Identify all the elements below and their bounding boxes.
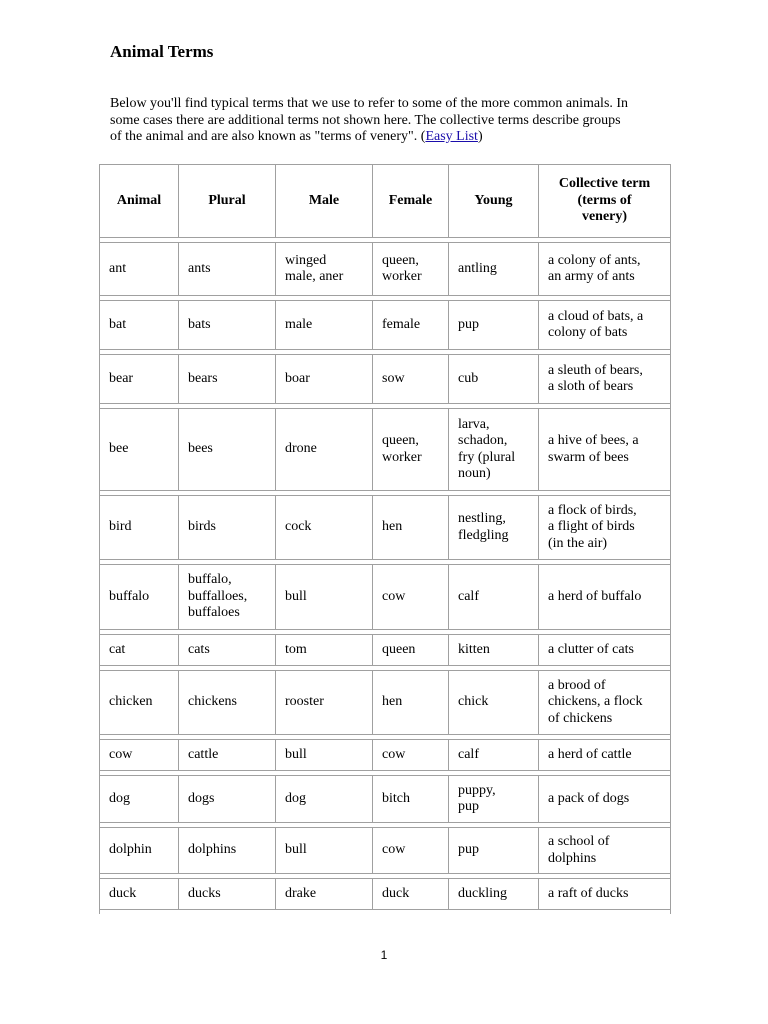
cell-collective-term xyxy=(539,635,670,665)
cell-animal xyxy=(100,409,179,490)
cell-text: drake xyxy=(285,885,317,901)
animal-terms-table xyxy=(99,164,671,914)
cell-text: a pack of dogs xyxy=(548,790,630,806)
cell-text: antling xyxy=(458,260,497,276)
cell-male xyxy=(276,671,373,734)
cell-text: a flock of birds, a flight of birds (in the air) xyxy=(548,502,637,551)
cell-plural xyxy=(179,635,276,665)
cell-male xyxy=(276,409,373,490)
cell-female xyxy=(373,671,449,734)
cell-text: bird xyxy=(109,519,132,535)
cell-female xyxy=(373,879,449,909)
cell-text: ducks xyxy=(188,885,221,901)
cell-text: cow xyxy=(382,588,406,604)
cell-plural xyxy=(179,355,276,403)
table-row xyxy=(100,740,670,770)
cell-text: cattle xyxy=(188,746,219,762)
cell-text: buffalo, buffalloes, buffaloes xyxy=(188,572,248,621)
cell-text: duck xyxy=(382,885,410,901)
cell-text: cow xyxy=(382,842,406,858)
cell-collective-term xyxy=(539,243,670,295)
cell-text: drone xyxy=(285,441,317,457)
cell-collective-term xyxy=(539,776,670,822)
cell-text: female xyxy=(382,316,421,332)
cell-text: boar xyxy=(285,370,310,386)
cell-text: duck xyxy=(109,885,137,901)
cell-female xyxy=(373,355,449,403)
table-row xyxy=(100,409,670,490)
header-female: Female xyxy=(373,165,449,237)
cell-text: hen xyxy=(382,519,403,535)
cell-text: cock xyxy=(285,519,312,535)
cell-plural xyxy=(179,671,276,734)
cell-text: a colony of ants, an army of ants xyxy=(548,252,641,284)
cell-text: bitch xyxy=(382,790,410,806)
cell-text: bull xyxy=(285,588,307,604)
cell-text: duckling xyxy=(458,885,507,901)
cell-text: bat xyxy=(109,316,127,332)
row-separator-cell xyxy=(100,909,670,914)
cell-female xyxy=(373,740,449,770)
cell-male xyxy=(276,828,373,873)
cell-male xyxy=(276,496,373,559)
header-male: Male xyxy=(276,165,373,237)
table-body xyxy=(100,165,670,914)
cell-collective-term xyxy=(539,879,670,909)
cell-text: a brood of chickens, a flock of chickens xyxy=(548,677,643,726)
cell-animal xyxy=(100,301,179,349)
table-row xyxy=(100,776,670,822)
cell-text: ant xyxy=(109,260,127,276)
table-header-row xyxy=(100,165,670,237)
page-number: 1 xyxy=(380,948,388,962)
cell-collective-term xyxy=(539,496,670,559)
table-row xyxy=(100,671,670,734)
intro-text-end: ) xyxy=(477,129,483,144)
cell-text: bull xyxy=(285,842,307,858)
cell-male xyxy=(276,635,373,665)
cell-text: cat xyxy=(109,641,126,657)
cell-animal xyxy=(100,828,179,873)
cell-female xyxy=(373,243,449,295)
cell-male xyxy=(276,301,373,349)
cell-female xyxy=(373,776,449,822)
cell-female xyxy=(373,301,449,349)
cell-text: bears xyxy=(188,370,218,386)
intro-text: Below you'll find typical terms that we use to refer to some of the more common animals. In some cases there are additional terms not shown here. The collective terms describe groups of the animal and are also known as "terms of venery". ( xyxy=(110,96,629,144)
cell-text: queen xyxy=(382,641,416,657)
cell-text: bees xyxy=(188,441,213,457)
cell-animal xyxy=(100,496,179,559)
row-separator xyxy=(100,909,670,914)
cell-text: chick xyxy=(458,694,489,710)
cell-male xyxy=(276,740,373,770)
cell-text: calf xyxy=(458,588,479,604)
cell-text: a hive of bees, a swarm of bees xyxy=(548,433,639,465)
cell-animal xyxy=(100,355,179,403)
cell-text: bear xyxy=(109,370,134,386)
cell-male xyxy=(276,879,373,909)
cell-young xyxy=(449,879,539,909)
cell-female xyxy=(373,565,449,629)
cell-text: dog xyxy=(285,790,306,806)
table-row xyxy=(100,355,670,403)
cell-young xyxy=(449,671,539,734)
cell-animal xyxy=(100,565,179,629)
cell-male xyxy=(276,565,373,629)
cell-text: puppy, pup xyxy=(458,782,496,814)
table-row xyxy=(100,301,670,349)
cell-animal xyxy=(100,740,179,770)
table-row xyxy=(100,565,670,629)
cell-text: rooster xyxy=(285,694,324,710)
cell-animal xyxy=(100,635,179,665)
cell-text: winged male, aner xyxy=(285,252,344,284)
cell-young xyxy=(449,243,539,295)
cell-text: bats xyxy=(188,316,211,332)
cell-text: queen, worker xyxy=(382,433,422,465)
cell-collective-term xyxy=(539,565,670,629)
cell-text: bull xyxy=(285,746,307,762)
cell-text: a herd of buffalo xyxy=(548,588,642,604)
cell-text: a herd of cattle xyxy=(548,746,632,762)
cell-text: sow xyxy=(382,370,405,386)
cell-text: a school of dolphins xyxy=(548,834,610,866)
cell-text: a cloud of bats, a colony of bats xyxy=(548,308,644,340)
cell-text: nestling, fledgling xyxy=(458,511,509,543)
cell-text: buffalo xyxy=(109,588,150,604)
cell-plural xyxy=(179,496,276,559)
cell-text: ants xyxy=(188,260,211,276)
cell-young xyxy=(449,776,539,822)
header-animal: Animal xyxy=(100,165,179,237)
cell-plural xyxy=(179,243,276,295)
cell-young xyxy=(449,740,539,770)
cell-text: cow xyxy=(109,746,133,762)
cell-text: kitten xyxy=(458,641,490,657)
cell-text: queen, worker xyxy=(382,252,422,284)
cell-animal xyxy=(100,671,179,734)
cell-young xyxy=(449,301,539,349)
table-row xyxy=(100,635,670,665)
cell-text: a clutter of cats xyxy=(548,641,634,657)
cell-text: chickens xyxy=(188,694,237,710)
cell-young xyxy=(449,355,539,403)
page-title: Animal Terms xyxy=(110,42,214,61)
cell-female xyxy=(373,828,449,873)
cell-text: chicken xyxy=(109,694,153,710)
cell-male xyxy=(276,243,373,295)
intro-paragraph xyxy=(110,96,630,146)
header-young: Young xyxy=(449,165,539,237)
cell-text: dogs xyxy=(188,790,215,806)
cell-text: dog xyxy=(109,790,130,806)
cell-collective-term xyxy=(539,740,670,770)
cell-collective-term xyxy=(539,301,670,349)
easy-list-link[interactable]: Easy List xyxy=(425,129,478,144)
cell-young xyxy=(449,409,539,490)
cell-young xyxy=(449,828,539,873)
cell-text: larva, schadon, fry (plural noun) xyxy=(458,416,516,481)
cell-plural xyxy=(179,301,276,349)
cell-female xyxy=(373,496,449,559)
cell-young xyxy=(449,496,539,559)
cell-collective-term xyxy=(539,355,670,403)
cell-animal xyxy=(100,776,179,822)
cell-young xyxy=(449,565,539,629)
cell-text: pup xyxy=(458,316,479,332)
cell-plural xyxy=(179,776,276,822)
table-row xyxy=(100,496,670,559)
cell-text: cow xyxy=(382,746,406,762)
cell-text: cats xyxy=(188,641,210,657)
cell-text: male xyxy=(285,316,313,332)
cell-text: tom xyxy=(285,641,307,657)
cell-female xyxy=(373,635,449,665)
cell-text: birds xyxy=(188,519,216,535)
cell-plural xyxy=(179,740,276,770)
table-row xyxy=(100,243,670,295)
table-row xyxy=(100,879,670,909)
cell-text: a sleuth of bears, a sloth of bears xyxy=(548,362,643,394)
cell-plural xyxy=(179,828,276,873)
cell-text: hen xyxy=(382,694,403,710)
cell-text: pup xyxy=(458,842,479,858)
cell-animal xyxy=(100,879,179,909)
table-row xyxy=(100,828,670,873)
cell-plural xyxy=(179,879,276,909)
cell-male xyxy=(276,776,373,822)
cell-text: bee xyxy=(109,441,129,457)
cell-collective-term xyxy=(539,671,670,734)
header-plural: Plural xyxy=(179,165,276,237)
cell-text: cub xyxy=(458,370,479,386)
cell-text: dolphin xyxy=(109,842,152,858)
cell-collective-term xyxy=(539,409,670,490)
cell-animal xyxy=(100,243,179,295)
cell-female xyxy=(373,409,449,490)
cell-male xyxy=(276,355,373,403)
cell-collective-term xyxy=(539,828,670,873)
cell-plural xyxy=(179,409,276,490)
cell-young xyxy=(449,635,539,665)
cell-plural xyxy=(179,565,276,629)
cell-text: dolphins xyxy=(188,842,237,858)
cell-text: a raft of ducks xyxy=(548,885,629,901)
cell-text: calf xyxy=(458,746,479,762)
header-collective-term: Collective term (terms of venery) xyxy=(558,176,651,225)
